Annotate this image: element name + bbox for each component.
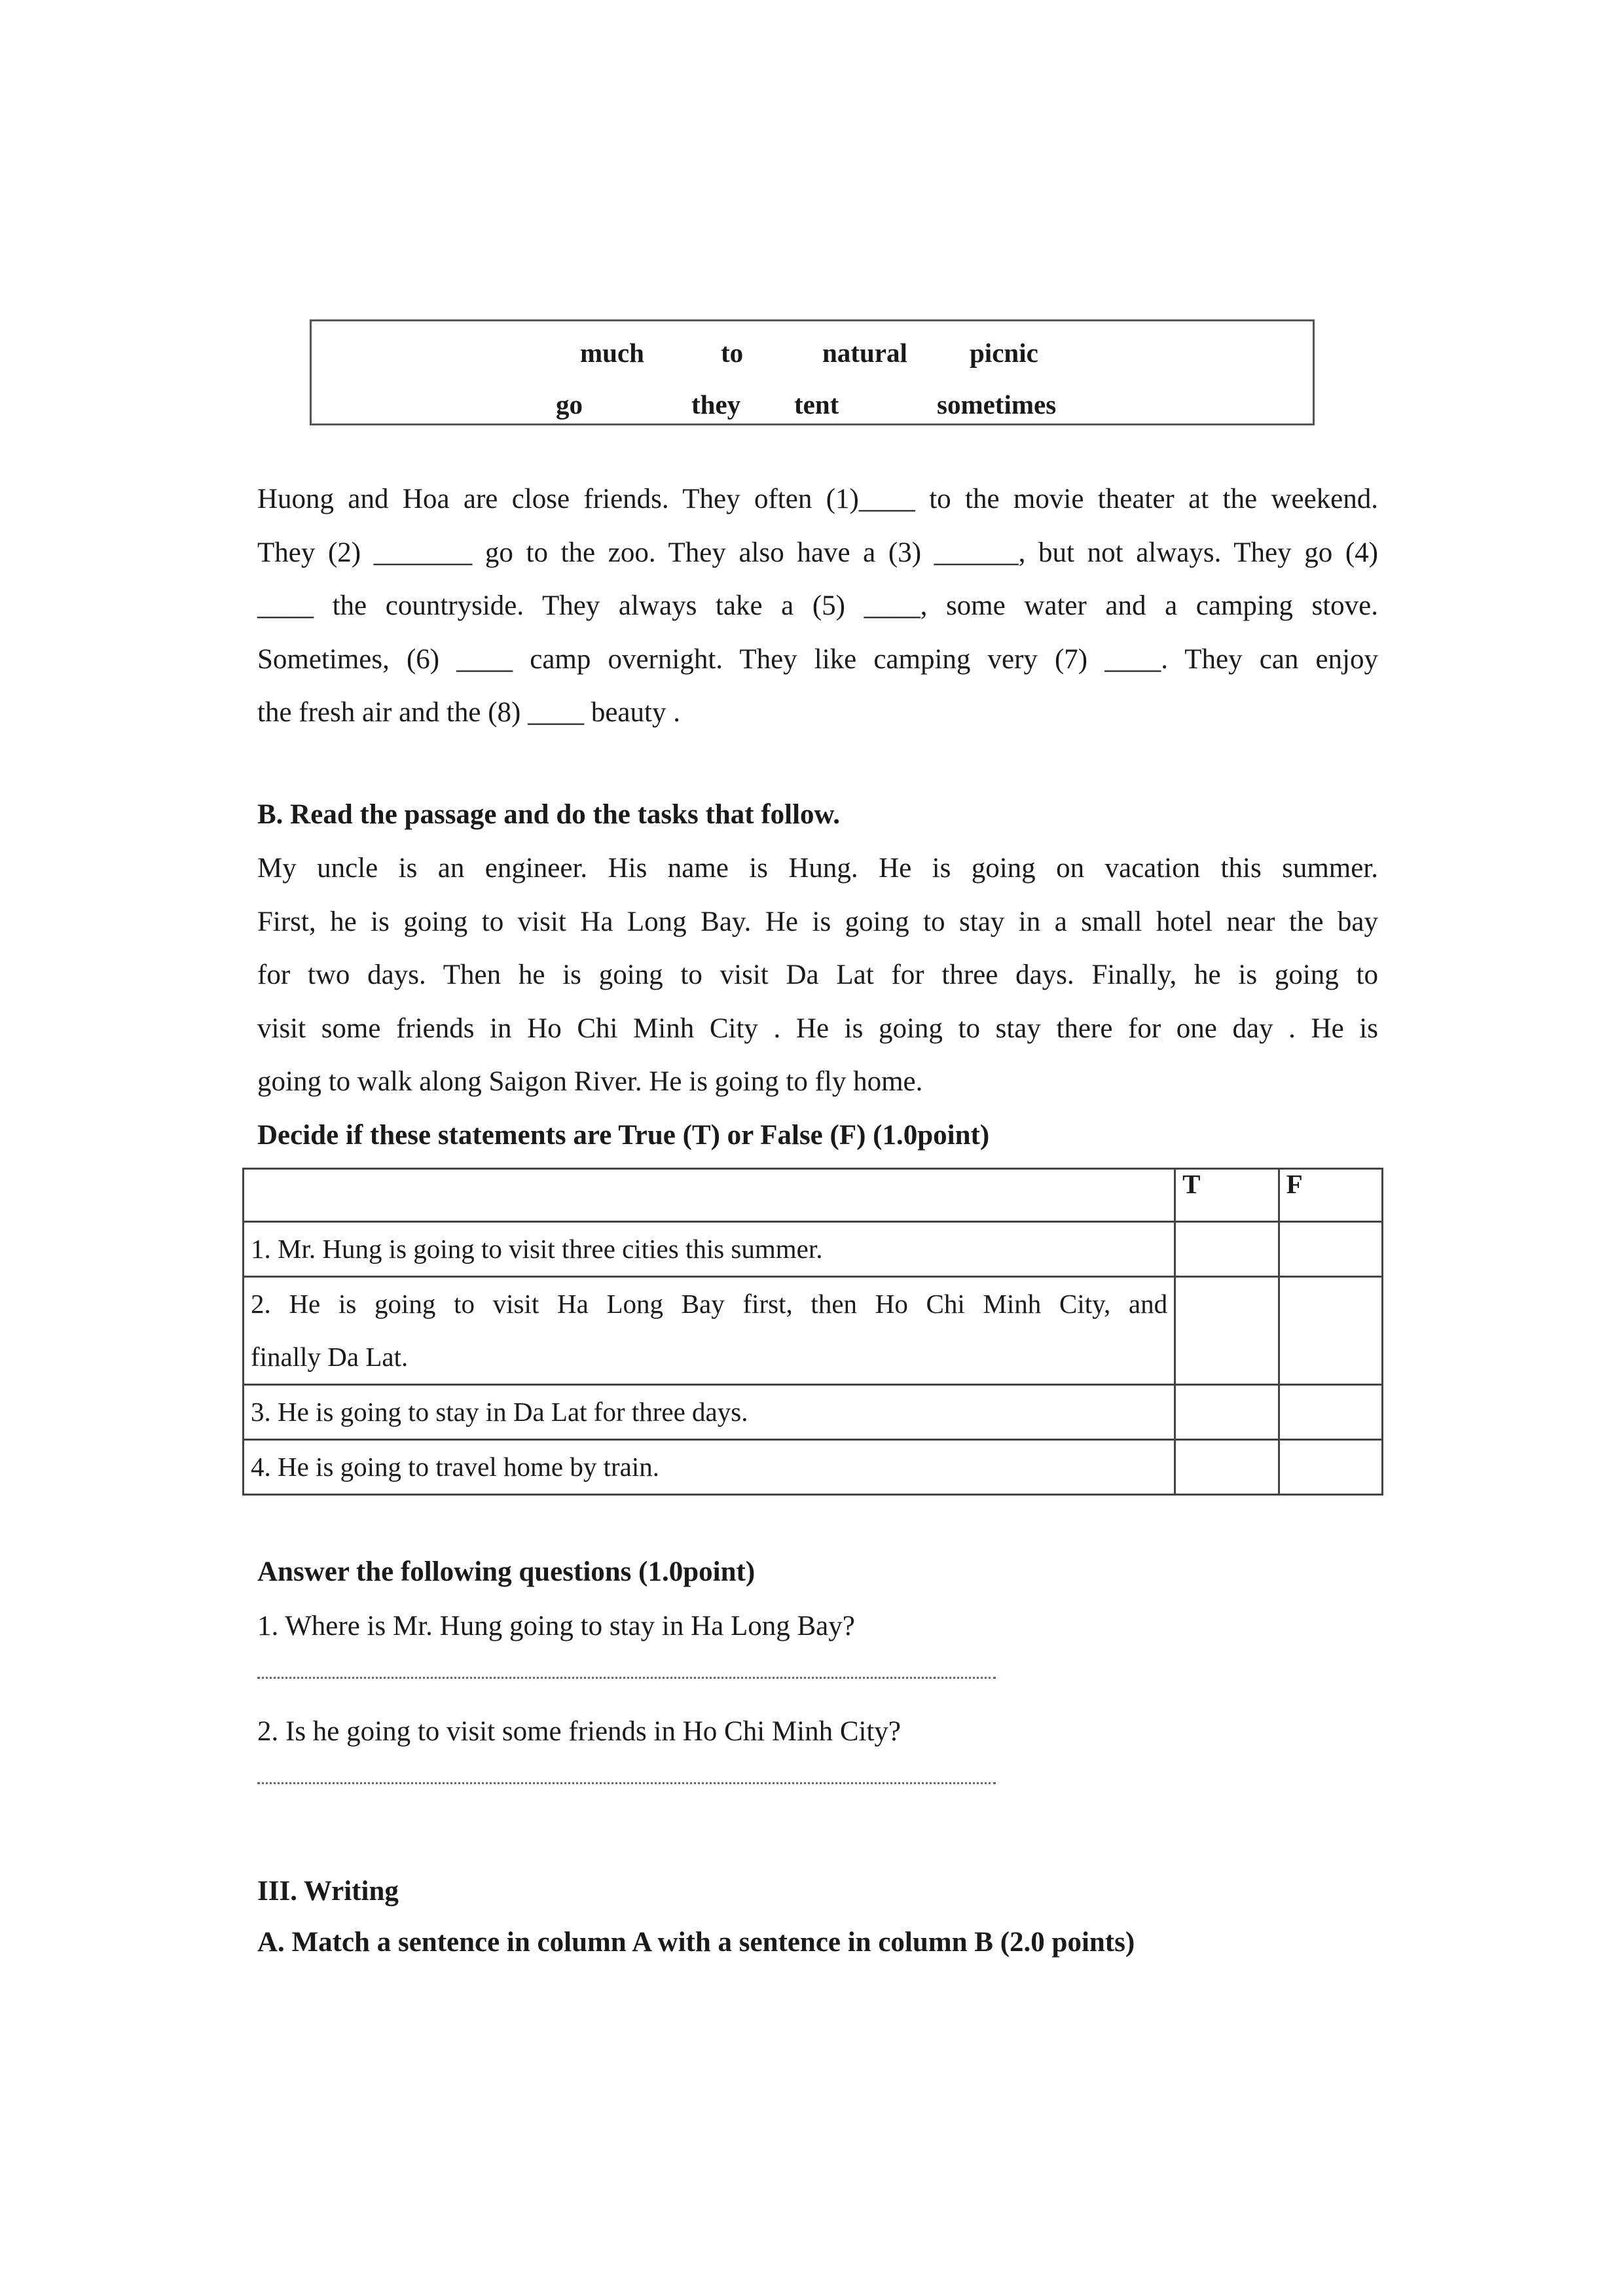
passage-line: They (2) _______ go to the zoo. They also have a (3) ______, but not always. They go (4)	[257, 537, 1378, 568]
table-row	[244, 1385, 1383, 1440]
true-false-table	[242, 1168, 1383, 1496]
true-answer-cell[interactable]	[1175, 1440, 1279, 1495]
word-bank-box	[310, 319, 1315, 425]
qa-instruction: Answer the following questions (1.0point)	[257, 1556, 756, 1587]
false-answer-cell[interactable]	[1279, 1440, 1382, 1495]
passage-line: the fresh air and the (8) ____ beauty .	[257, 697, 680, 728]
word-bank-item: to	[721, 338, 744, 368]
passage-line: ____ the countryside. They always take a (5) ____, some water and a camping stove.	[257, 590, 1378, 621]
statement-header	[244, 1169, 1175, 1222]
word-bank-item: they	[691, 389, 741, 420]
false-answer-cell[interactable]	[1279, 1277, 1382, 1385]
false-answer-cell[interactable]	[1279, 1222, 1382, 1277]
question-2: 2. Is he going to visit some friends in Ho Chi Minh City?	[257, 1716, 901, 1747]
true-header: T	[1175, 1169, 1279, 1222]
word-bank-item: tent	[794, 389, 839, 420]
passage-line: visit some friends in Ho Chi Minh City . He is going to stay there for one day . He is	[257, 1013, 1378, 1044]
table-row	[244, 1277, 1383, 1385]
answer-line-1[interactable]	[257, 1677, 996, 1679]
passage-line: Huong and Hoa are close friends. They often (1)____ to the movie theater at the weekend.	[257, 484, 1378, 514]
word-bank-item: natural	[822, 338, 907, 368]
passage-a	[257, 473, 1378, 740]
statement-cell: 4. He is going to travel home by train.	[244, 1440, 1175, 1495]
false-header: F	[1279, 1169, 1382, 1222]
true-answer-cell[interactable]	[1175, 1222, 1279, 1277]
table-row	[244, 1440, 1383, 1495]
table-row	[244, 1222, 1383, 1277]
word-bank-item: sometimes	[937, 389, 1057, 420]
tf-instruction: Decide if these statements are True (T) or False (F) (1.0point)	[257, 1120, 990, 1151]
passage-line: First, he is going to visit Ha Long Bay. He is going to stay in a small hotel near the bay	[257, 906, 1378, 937]
statement-cell: 1. Mr. Hung is going to visit three cities this summer.	[244, 1222, 1175, 1277]
passage-line: going to walk along Saigon River. He is going to fly home.	[257, 1066, 923, 1097]
answer-line-2[interactable]	[257, 1782, 996, 1784]
section-iii-subheading: A. Match a sentence in column A with a sentence in column B (2.0 points)	[257, 1927, 1135, 1958]
statement-line: finally Da Lat.	[251, 1342, 409, 1372]
statement-line: 2. He is going to visit Ha Long Bay first, then Ho Chi Minh City, and	[251, 1289, 1168, 1319]
statement-cell: 3. He is going to stay in Da Lat for three days.	[244, 1385, 1175, 1440]
true-answer-cell[interactable]	[1175, 1385, 1279, 1440]
question-1: 1. Where is Mr. Hung going to stay in Ha Long Bay?	[257, 1611, 855, 1641]
passage-line: for two days. Then he is going to visit Da Lat for three days. Finally, he is going to	[257, 960, 1378, 990]
word-bank-item: much	[580, 338, 644, 368]
section-iii-heading: III. Writing	[257, 1876, 399, 1907]
word-bank-item: go	[556, 389, 583, 420]
statement-cell	[244, 1277, 1175, 1385]
true-answer-cell[interactable]	[1175, 1277, 1279, 1385]
table-header-row	[244, 1169, 1383, 1222]
passage-b	[257, 842, 1378, 1109]
passage-line: My uncle is an engineer. His name is Hung. He is going on vacation this summer.	[257, 853, 1378, 884]
false-answer-cell[interactable]	[1279, 1385, 1382, 1440]
section-b-heading: B. Read the passage and do the tasks that follow.	[257, 799, 840, 830]
passage-line: Sometimes, (6) ____ camp overnight. They like camping very (7) ____. They can enjoy	[257, 643, 1378, 675]
word-bank-item: picnic	[970, 338, 1038, 368]
